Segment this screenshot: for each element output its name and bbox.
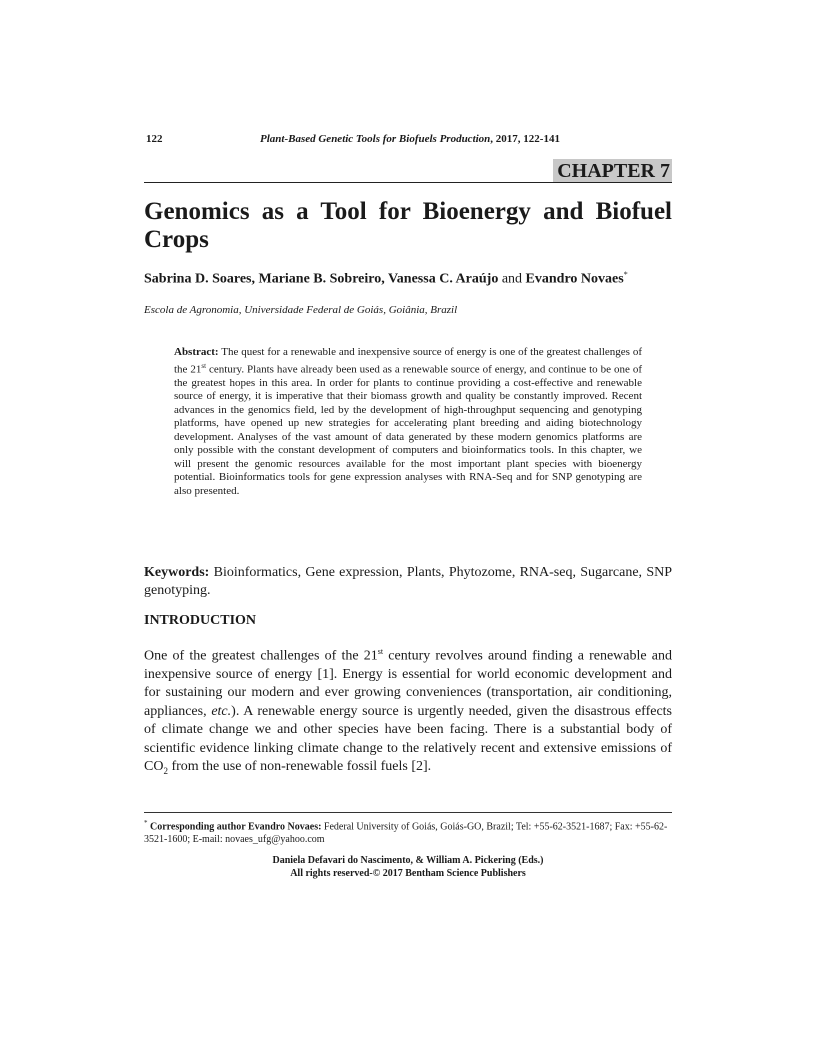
keywords-label: Keywords: xyxy=(144,565,210,580)
section-heading: INTRODUCTION xyxy=(144,613,257,628)
footnote-text: Federal University of Goiás, Goiás-GO, Brazil; Tel: +55-62-3521-1687; Fax: +55-62-3521-1600; E-mail: novaes_ufg@yahoo.com xyxy=(144,821,668,845)
intro-sub: 2 xyxy=(163,765,168,776)
footnote-label: Corresponding author Evandro Novaes: xyxy=(150,821,322,833)
footnote xyxy=(144,817,672,846)
intro-etc: etc. xyxy=(211,703,232,719)
abstract-text-2: century. Plants have already been used as a renewable source of energy, and continue to be one of the greatest hopes in this area. In order for plants to continue providing a cost-effective and renewable source of energy, it is imperative that their biomass growth and quality be constantly improved. Recent advances in the genomics field, led by the development of high-throughput sequencing and genotyping platforms, have opened up new strategies for accelerating plant breeding and aiding biotechnology development. Analyses of the vast amount of data generated by these modern genomics platforms are only possible with the constant development of computers and bioinformatics tools. In this chapter, we will present the genomic resources available for the most important plant species with bioenergy potential. Bioinformatics tools for gene expression analyses with RNA-Seq and for SNP genotyping are also presented. xyxy=(174,363,642,497)
abstract-text-1: The quest for a renewable and inexpensive source of energy is one of the greatest challenges of the 21 xyxy=(174,346,642,376)
footnote-rule xyxy=(144,812,672,813)
intro-paragraph xyxy=(144,643,672,780)
chapter-rule xyxy=(144,182,672,183)
book-meta: , 2017, 122-141 xyxy=(490,133,560,145)
abstract-sup: st xyxy=(201,361,207,370)
chapter-label: CHAPTER 7 xyxy=(553,159,672,183)
intro-text-3: ). A renewable energy source is urgently needed, given the disastrous effects of climate change we and other species have been facing. There is a substantial body of scientific evidence linking climate change to the relatively recent and extensive emissions of CO xyxy=(144,703,672,775)
abstract-label: Abstract: xyxy=(174,346,219,358)
affiliation: Escola de Agronomia, Universidade Federal de Goiás, Goiânia, Brazil xyxy=(144,304,458,316)
keywords xyxy=(144,564,672,600)
intro-text-1: One of the greatest challenges of the 21 xyxy=(144,648,378,664)
author-conjunction: and xyxy=(501,271,523,287)
editors-line: Daniela Defavari do Nascimento, & William A. Pickering (Eds.) xyxy=(272,855,544,866)
book-title: Plant-Based Genetic Tools for Biofuels Production xyxy=(260,133,491,145)
chapter-title: Genomics as a Tool for Bioenergy and Biofuel Crops xyxy=(144,198,672,253)
publisher-info xyxy=(144,855,672,880)
running-head xyxy=(260,133,560,145)
author-list xyxy=(144,266,672,289)
keywords-text: Bioinformatics, Gene expression, Plants, Phytozome, RNA-seq, Sugarcane, SNP genotyping. xyxy=(144,565,672,598)
rights-line: All rights reserved-© 2017 Bentham Science Publishers xyxy=(290,867,526,879)
footnote-mark: * xyxy=(144,819,148,827)
page-number: 122 xyxy=(146,133,163,145)
corresponding-author-name: Evandro Novaes xyxy=(525,271,624,287)
abstract xyxy=(174,346,642,498)
intro-text-4: from the use of non-renewable fossil fuels [2]. xyxy=(171,759,432,775)
author-footnote-mark: * xyxy=(623,270,628,279)
intro-text-2: century revolves around finding a renewable and inexpensive source of energy [1]. Energy is essential for world economic development and for sustaining our modern and ever growing conveniences (transportation, air conditioning, appliances, xyxy=(144,648,673,719)
author-names: Sabrina D. Soares, Mariane B. Sobreiro, Vanessa C. Araújo xyxy=(144,271,499,287)
intro-sup: st xyxy=(377,647,384,656)
